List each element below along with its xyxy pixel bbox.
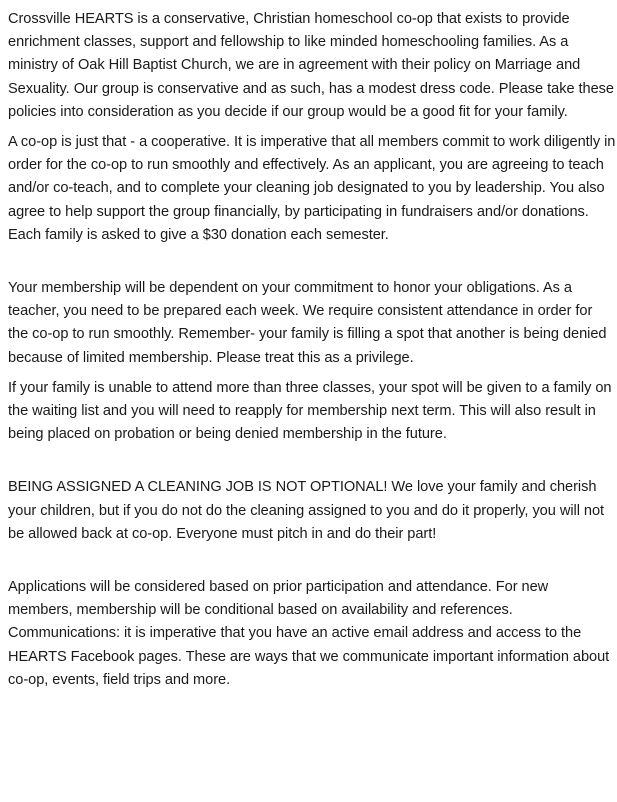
paragraph-cooperative: A co-op is just that - a cooperative. It is imperative that all members commit to work diligently in order for the co-op to run smoothly and effectively. As an applicant, you are agreeing to teach and/or co-teach, and to complete your cleaning job designated to you by leadership. You also agree to help support the group financially, by participating in fundraisers and/or donations. Each family is asked to give a $30 donation each semester. — [8, 134, 616, 243]
paragraph-attendance: If your family is unable to attend more than three classes, your spot will be given to a family on the waiting list and you will need to reapply for membership next term. This will also result in being placed on probation or being denied membership in the future. — [8, 379, 612, 443]
paragraph-membership: Your membership will be dependent on your commitment to honor your obligations. As a teacher, you need to be prepared each week. We require consistent attendance in order for the co-op to run smoothly. Remember- your family is filling a spot that another is being denied because of limited membership. Please treat this as a privilege. — [8, 280, 607, 366]
paragraph-cleaning-job: BEING ASSIGNED A CLEANING JOB IS NOT OPTIONAL! We love your family and cherish your children, but if you do not do the cleaning assigned to you and do it properly, you will not be allowed back at co-op. Everyone must pitch in and do their part! — [8, 479, 605, 542]
paragraph-applications: Applications will be considered based on prior participation and attendance. For new members, membership will be conditional based on availability and references. — [8, 579, 549, 619]
paragraph-communications: Communications: it is imperative that you have an active email address and access to the HEARTS Facebook pages. These are ways that we communicate important information about co-op, events, field trips and more. — [8, 625, 610, 688]
document-body — [8, 8, 616, 692]
paragraph-intro: Crossville HEARTS is a conservative, Christian homeschool co-op that exists to provide enrichment classes, support and fellowship to like minded homeschooling families. As a ministry of Oak Hill Baptist Church, we are in agreement with their policy on Marriage and Sexuality. Our group is conservative and as such, has a modest dress code. Please take these policies into consideration as you decide if our group would be a good fit for your family. — [8, 11, 614, 120]
